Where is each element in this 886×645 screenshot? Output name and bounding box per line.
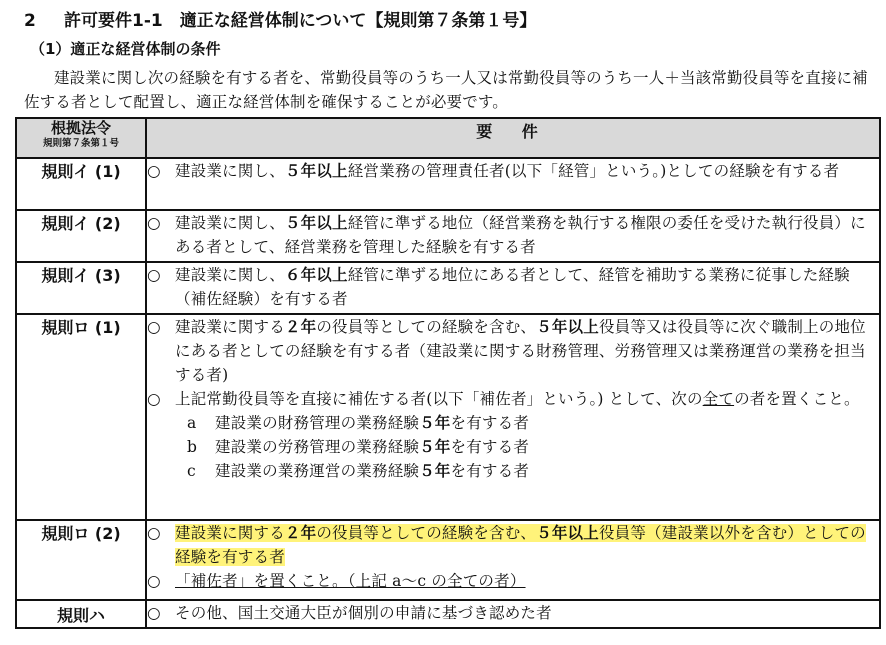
text-segment: の役員等としての経験を含む、 (316, 524, 537, 542)
requirement-item (147, 211, 879, 259)
bold-duration: ５年 (419, 414, 451, 432)
table-header-row (16, 118, 880, 158)
bold-duration: ２年 (284, 318, 317, 336)
requirement-item (147, 159, 879, 183)
text-segment: 経管に準ずる地位にある者として、経管を補助する業務に従事した経験（補佐経験）を有する者 (175, 266, 850, 308)
text-segment: 建設業に関し、 (175, 162, 285, 180)
highlighted-text (175, 524, 866, 566)
bold-duration: ５年 (419, 438, 451, 456)
sub-item-letter: b (187, 438, 198, 456)
requirement-cell (146, 600, 880, 628)
text-segment: 建設業の労務管理の業務経験 (215, 438, 420, 456)
section-number: 2 (24, 11, 36, 31)
bullet-circle-icon: ○ (147, 524, 161, 542)
requirement-cell (146, 314, 880, 520)
requirement-item (147, 387, 879, 411)
basis-cell: 規則イ (2) (16, 210, 146, 262)
text-segment: 「補佐者」を置くこと。（上記 a～c の全ての者） (175, 572, 526, 590)
table-row (16, 262, 880, 314)
text-segment: 建設業の財務管理の業務経験 (215, 414, 420, 432)
bold-duration: ５年以上 (284, 162, 348, 180)
header-basis-cell (16, 118, 146, 158)
requirement-item (147, 569, 879, 593)
sub-item-letter: a (187, 414, 197, 432)
intro-paragraph: 建設業に関し次の経験を有する者を、常勤役員等のうち一人又は常勤役員等のうち一人＋当該常勤役員等を直接に補佐する者として配置し、適正な経営体制を確保することが必要です。 (24, 69, 868, 111)
text-segment: 建設業に関し、 (175, 214, 285, 232)
section-heading (24, 6, 536, 31)
bold-duration: ５年以上 (536, 524, 599, 542)
bullet-circle-icon: ○ (147, 214, 161, 232)
basis-cell: 規則ロ (2) (16, 520, 146, 600)
requirement-item (147, 601, 879, 625)
requirement-cell (146, 158, 880, 210)
text-segment: 建設業に関する (175, 318, 285, 336)
text-segment: 経営業務の管理責任者(以下「経管」という。)としての経験を有する者 (347, 162, 840, 180)
underlined-text: 全て (702, 390, 735, 408)
bold-duration: ５年 (419, 462, 451, 480)
bullet-circle-icon: ○ (147, 318, 161, 336)
bullet-circle-icon: ○ (147, 604, 161, 622)
text-segment: 役員等（建設業以外を含む）としての経験を有する者 (175, 524, 866, 566)
sub-item-c (147, 459, 879, 483)
text-segment: を有する者 (450, 438, 530, 456)
table-row (16, 314, 880, 520)
header-requirement-cell: 要 件 (146, 118, 880, 158)
bullet-circle-icon: ○ (147, 266, 161, 284)
text-segment: 経管に準ずる地位（経営業務を執行する権限の委任を受けた執行役員）にある者として、経営業務を管理した経験を有する者 (175, 214, 866, 256)
basis-cell: 規則イ (3) (16, 262, 146, 314)
text-segment: 建設業に関する (175, 524, 285, 542)
section-title: 許可要件1-1 適正な経営体制について【規則第７条第１号】 (64, 11, 537, 31)
bullet-circle-icon: ○ (147, 162, 161, 180)
text-segment: の者を置くこと。 (734, 390, 860, 408)
bold-duration: ５年以上 (536, 318, 599, 336)
basis-cell: 規則イ (1) (16, 158, 146, 210)
text-segment: を有する者 (450, 462, 530, 480)
bullet-circle-icon: ○ (147, 390, 161, 408)
requirement-cell (146, 520, 880, 600)
requirement-cell (146, 210, 880, 262)
requirements-table (15, 117, 881, 629)
table-row (16, 210, 880, 262)
table-row (16, 520, 880, 600)
table-row (16, 600, 880, 628)
text-segment: 上記常勤役員等を直接に補佐する者(以下「補佐者」という。) として、次の (175, 390, 703, 408)
requirement-cell (146, 262, 880, 314)
text-segment: 役員等又は役員等に次ぐ職制上の地位にある者としての経験を有する者（建設業に関する財務管理、労務管理又は業務運営の業務を担当する者) (175, 318, 866, 384)
sub-item-b (147, 435, 879, 459)
basis-cell: 規則ロ (1) (16, 314, 146, 520)
text-segment: その他、国土交通大臣が個別の申請に基づき認めた者 (175, 604, 552, 622)
bullet-circle-icon: ○ (147, 572, 161, 590)
text-segment: 建設業に関し、 (175, 266, 285, 284)
bold-duration: ６年以上 (284, 266, 348, 284)
table-row (16, 158, 880, 210)
bold-duration: ５年以上 (284, 214, 348, 232)
header-basis-sublabel: 規則第７条第１号 (42, 138, 119, 149)
sub-item-a (147, 411, 879, 435)
requirement-item (147, 315, 879, 387)
text-segment: の役員等としての経験を含む、 (316, 318, 537, 336)
text-segment: 建設業の業務運営の業務経験 (215, 462, 420, 480)
basis-cell: 規則ハ (16, 600, 146, 628)
requirement-item (147, 521, 879, 569)
subsection-heading: （1）適正な経営体制の条件 (30, 40, 221, 58)
sub-item-letter: c (187, 462, 196, 480)
bold-duration: ２年 (284, 524, 317, 542)
requirement-item (147, 263, 879, 311)
header-basis-label: 根拠法令 (50, 119, 111, 137)
text-segment: を有する者 (450, 414, 530, 432)
